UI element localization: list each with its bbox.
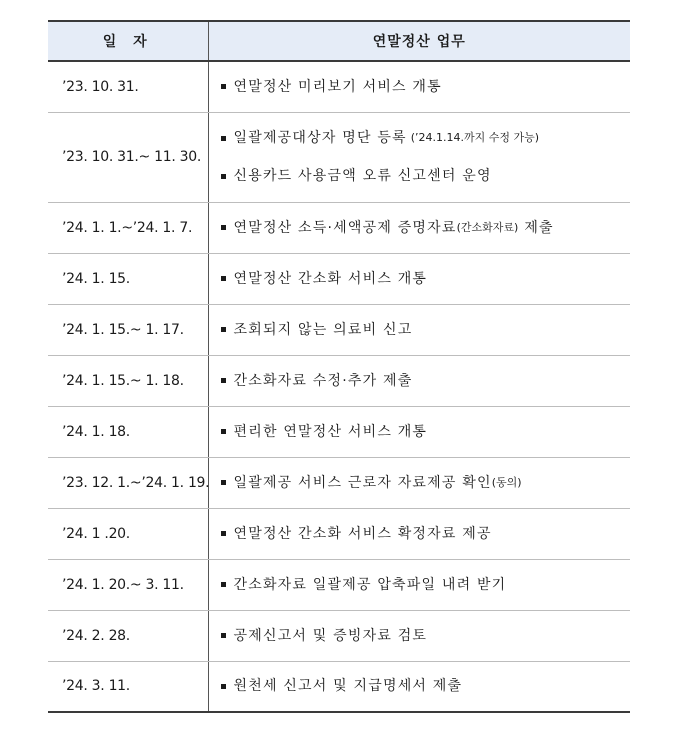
row-date: ’24. 1 .20. [48, 508, 208, 559]
task-text: 일괄제공대상자 명단 등록 [233, 130, 407, 146]
row-date: ’24. 1. 18. [48, 406, 208, 457]
row-date: ’24. 1. 1.~’24. 1. 7. [48, 202, 208, 253]
task-text: 간소화자료 수정·추가 제출 [233, 372, 413, 389]
task-item [221, 77, 631, 97]
task-item [221, 128, 631, 148]
task-text-tail: 제출 [524, 219, 554, 236]
square-bullet-icon [221, 480, 226, 485]
task-item [221, 320, 631, 340]
square-bullet-icon [221, 633, 226, 638]
square-bullet-icon [221, 327, 226, 332]
table-row [48, 112, 630, 202]
square-bullet-icon [221, 84, 226, 89]
row-tasks [208, 304, 630, 355]
task-note: (간소화자료) [456, 220, 519, 234]
task-item [221, 473, 631, 493]
row-date: ’23. 10. 31.~ 11. 30. [48, 112, 208, 202]
task-note: (동의) [491, 475, 522, 489]
row-tasks [208, 406, 630, 457]
square-bullet-icon [221, 225, 226, 230]
table-row [48, 559, 630, 610]
table-row [48, 661, 630, 712]
row-date: ’23. 10. 31. [48, 61, 208, 112]
task-text: 연말정산 간소화 서비스 개통 [233, 270, 428, 287]
year-end-settlement-schedule-table [48, 20, 630, 713]
task-text: 공제신고서 및 증빙자료 검토 [233, 627, 428, 644]
task-item [221, 524, 631, 544]
square-bullet-icon [221, 276, 226, 281]
row-tasks [208, 508, 630, 559]
row-date: ’24. 1. 20.~ 3. 11. [48, 559, 208, 610]
square-bullet-icon [221, 531, 226, 536]
table-row [48, 406, 630, 457]
square-bullet-icon [221, 429, 226, 434]
table-row [48, 61, 630, 112]
row-date: ’24. 1. 15. [48, 253, 208, 304]
row-tasks [208, 112, 630, 202]
row-tasks [208, 202, 630, 253]
task-text: 조회되지 않는 의료비 신고 [233, 321, 413, 338]
task-text: 신용카드 사용금액 오류 신고센터 운영 [233, 168, 492, 184]
task-item [221, 676, 631, 696]
task-text: 연말정산 소득·세액공제 증명자료 [233, 219, 457, 236]
row-tasks [208, 61, 630, 112]
row-tasks [208, 457, 630, 508]
task-item [221, 371, 631, 391]
task-item [221, 166, 631, 186]
square-bullet-icon [221, 582, 226, 587]
row-tasks [208, 559, 630, 610]
task-text: 연말정산 미리보기 서비스 개통 [233, 78, 442, 95]
row-date: ’24. 1. 15.~ 1. 17. [48, 304, 208, 355]
task-note: (’24.1.14.까지 수정 가능) [410, 131, 540, 144]
table-row [48, 508, 630, 559]
table-header-row [48, 21, 630, 61]
table-row [48, 610, 630, 661]
table-row [48, 457, 630, 508]
row-tasks [208, 661, 630, 712]
task-text: 일괄제공 서비스 근로자 자료제공 확인 [233, 474, 492, 491]
table-row [48, 202, 630, 253]
square-bullet-icon [221, 174, 226, 179]
row-date: ’24. 3. 11. [48, 661, 208, 712]
row-date: ’24. 1. 15.~ 1. 18. [48, 355, 208, 406]
task-text: 간소화자료 일괄제공 압축파일 내려 받기 [233, 576, 507, 593]
task-item [221, 422, 631, 442]
row-tasks [208, 253, 630, 304]
row-date: ’23. 12. 1.~’24. 1. 19. [48, 457, 208, 508]
table-row [48, 304, 630, 355]
square-bullet-icon [221, 684, 226, 689]
task-column-header: 연말정산 업무 [208, 21, 630, 61]
table-row [48, 253, 630, 304]
row-tasks [208, 610, 630, 661]
row-date: ’24. 2. 28. [48, 610, 208, 661]
task-item [221, 218, 631, 238]
task-text: 편리한 연말정산 서비스 개통 [233, 423, 428, 440]
square-bullet-icon [221, 378, 226, 383]
table-row [48, 355, 630, 406]
task-item [221, 575, 631, 595]
task-item [221, 269, 631, 289]
square-bullet-icon [221, 136, 226, 141]
date-column-header: 일 자 [48, 21, 208, 61]
row-tasks [208, 355, 630, 406]
task-item [221, 626, 631, 646]
task-text: 원천세 신고서 및 지급명세서 제출 [233, 678, 463, 695]
task-text: 연말정산 간소화 서비스 확정자료 제공 [233, 525, 492, 542]
